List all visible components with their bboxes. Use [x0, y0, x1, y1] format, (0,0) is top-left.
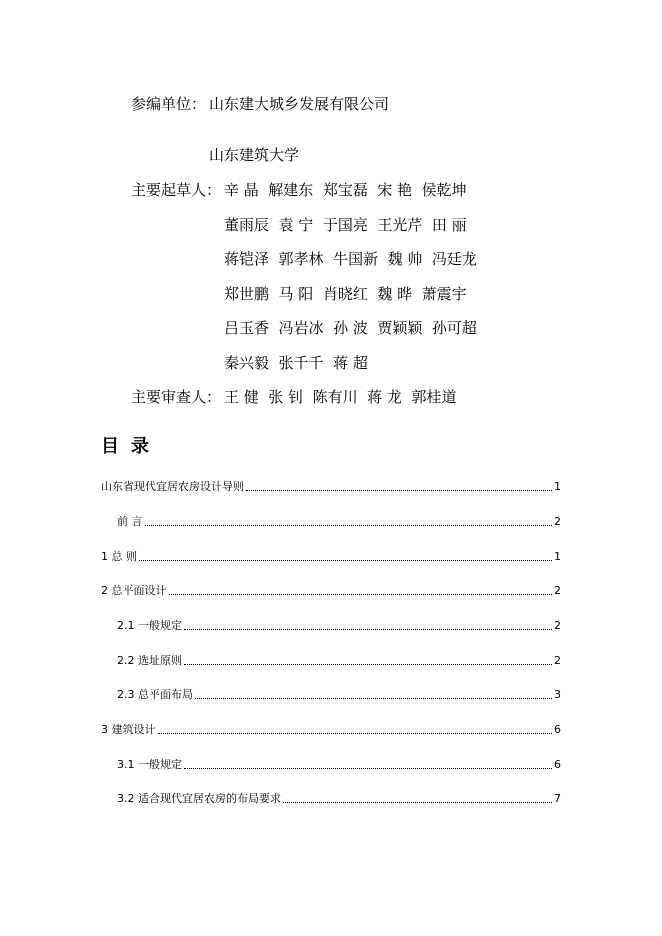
toc-entry-page: 2	[554, 515, 561, 528]
drafters-line-4: 郑世鹏 马 阳 肖晓红 魏 晔 萧震宇	[224, 285, 467, 303]
toc-entry-page: 2	[554, 619, 561, 632]
toc-entry-page: 3	[554, 688, 561, 701]
toc-leader-dots	[195, 698, 552, 699]
toc-leader-dots	[184, 629, 552, 630]
toc-entry-page: 1	[554, 480, 561, 493]
main-reviewers-label: 主要审查人：	[131, 388, 222, 406]
main-drafters-label: 主要起草人：	[131, 181, 222, 199]
toc-entry-title: 2.1 一般规定	[117, 619, 182, 632]
toc-leader-dots	[184, 664, 552, 665]
reviewers-line: 王 健 张 钊 陈有川 蒋 龙 郭桂道	[224, 388, 457, 406]
drafters-line-5: 吕玉香 冯岩冰 孙 波 贾颖颖 孙可超	[224, 319, 477, 337]
toc-entry[interactable]	[117, 792, 561, 806]
toc-entry-title: 2 总平面设计	[101, 584, 167, 597]
toc-entry-page: 7	[554, 792, 561, 805]
toc-leader-dots	[184, 768, 552, 769]
toc-entry-title: 3.2 适合现代宜居农房的布局要求	[117, 792, 281, 805]
participating-unit-1: 山东建大城乡发展有限公司	[209, 95, 390, 113]
toc-entry-page: 2	[554, 654, 561, 667]
toc-entry-title: 3 建筑设计	[101, 723, 156, 736]
drafters-line-1: 辛 晶 解建东 郑宝磊 宋 艳 侯乾坤	[224, 181, 467, 199]
toc-leader-dots	[145, 525, 553, 526]
toc-title: 目录	[101, 436, 161, 457]
toc-entry-title: 3.1 一般规定	[117, 758, 182, 771]
toc-entry-title: 前 言	[117, 515, 143, 528]
toc-entry-page: 1	[554, 550, 561, 563]
participating-units-label: 参编单位：	[131, 95, 207, 113]
toc-entry-page: 6	[554, 723, 561, 736]
toc-entry[interactable]	[117, 688, 561, 702]
toc-leader-dots	[169, 594, 553, 595]
toc-entry-title: 2.3 总平面布局	[117, 688, 193, 701]
toc-entry[interactable]	[117, 654, 561, 668]
drafters-line-3: 蒋铠泽 郭孝林 牛国新 魏 帅 冯廷龙	[224, 250, 477, 268]
toc-leader-dots	[139, 560, 552, 561]
drafters-line-2: 董雨辰 袁 宁 于国亮 王光芹 田 丽	[224, 216, 467, 234]
toc-leader-dots	[158, 733, 553, 734]
toc-entry-title: 2.2 选址原则	[117, 654, 182, 667]
toc-entry[interactable]	[117, 619, 561, 633]
toc-entry[interactable]	[117, 515, 561, 529]
toc-entry-title: 1 总 则	[101, 550, 137, 563]
drafters-line-6: 秦兴毅 张千千 蒋 超	[224, 354, 368, 372]
toc-leader-dots	[283, 802, 552, 803]
toc-entry[interactable]	[117, 758, 561, 772]
toc-entry[interactable]	[101, 480, 561, 494]
toc-entry-title: 山东省现代宜居农房设计导则	[101, 480, 244, 493]
toc-entry[interactable]	[101, 550, 561, 564]
toc-leader-dots	[246, 490, 552, 491]
toc-entry[interactable]	[101, 723, 561, 737]
toc-entry-page: 2	[554, 584, 561, 597]
toc-entry-page: 6	[554, 758, 561, 771]
participating-unit-2: 山东建筑大学	[209, 146, 300, 164]
toc-entry[interactable]	[101, 584, 561, 598]
